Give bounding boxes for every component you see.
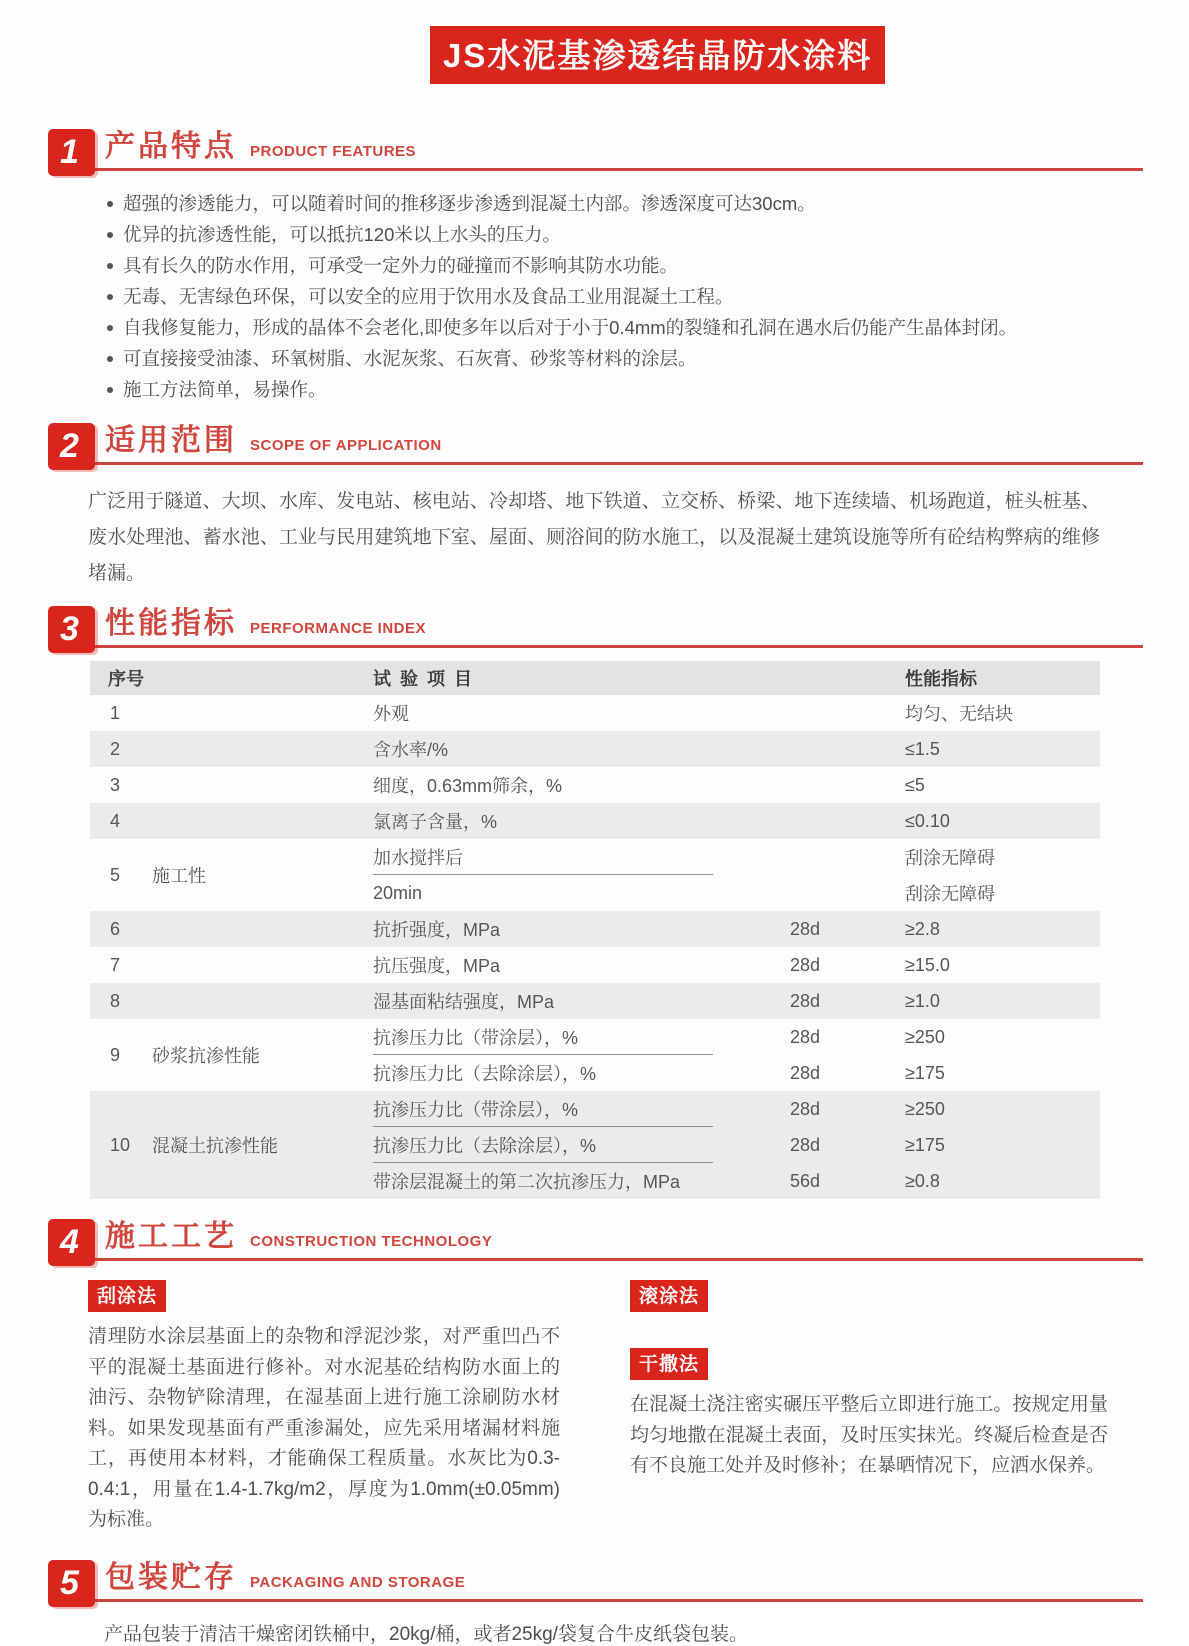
row-items [365, 983, 1100, 1019]
scrape-method-text: 清理防水涂层基面上的杂物和浮泥沙浆，对严重凹凸不平的混凝土基面进行修补。对水泥基砼结构防水面上的油污、杂物铲除清理，在湿基面上进行施工涂刷防水材料。如果发现基面有严重渗漏处，应先采用堵漏材料施工，再使用本材料，才能确保工程质量。水灰比为0.3-0.4:1，用量在1.4-1.7kg/m2，厚度为1.0mm(±0.05mm)为标准。 [88, 1326, 560, 1530]
table-sub-row [365, 983, 1100, 1019]
row-number: 9 [110, 1044, 121, 1065]
section-4-number-badge: 4 [48, 1219, 95, 1266]
index-value: 刮涂无障碍 [905, 884, 995, 904]
test-item: 外观 [373, 704, 409, 724]
row-items [365, 695, 1100, 731]
row-items [365, 1019, 1100, 1091]
table-row [90, 695, 1100, 731]
section-4-title-zh: 施工工艺 [105, 1220, 237, 1253]
row-number: 8 [110, 990, 121, 1011]
section-2-title [93, 415, 1143, 465]
performance-table-body [90, 695, 1100, 1199]
col-header-index: 性能指标 [905, 669, 977, 689]
section-4-header [48, 1211, 1143, 1266]
section-1-title-en: PRODUCT FEATURES [250, 143, 417, 160]
table-row [90, 911, 1100, 947]
section-5-title-zh: 包装贮存 [105, 1560, 237, 1594]
feature-item: 具有长久的防水作用，可承受一定外力的碰撞而不影响其防水功能。 [106, 250, 1143, 281]
col-header-item: 试 验 项 目 [373, 669, 475, 689]
section-3-title [93, 598, 1143, 648]
row-number: 6 [110, 918, 121, 939]
row-items [365, 731, 1100, 767]
row-number: 4 [110, 810, 121, 831]
row-category: 砂浆抗渗性能 [152, 1046, 260, 1066]
index-value: ≤0.10 [905, 810, 950, 831]
table-sub-row [365, 947, 1100, 983]
test-item: 加水搅拌后 [365, 839, 780, 875]
section-2-title-zh: 适用范围 [105, 424, 237, 457]
test-item: 抗渗压力比（去除涂层），% [373, 1064, 597, 1084]
table-sub-row [365, 1163, 1100, 1199]
table-row [90, 839, 1100, 911]
table-row [90, 947, 1100, 983]
row-items [365, 1091, 1100, 1199]
dry-method-block [630, 1348, 1108, 1482]
roll-method-badge: 滚涂法 [630, 1280, 708, 1312]
test-item: 含水率/% [373, 740, 449, 760]
test-item: 20min [373, 882, 423, 903]
table-row [90, 1019, 1100, 1091]
scrape-method-badge: 刮涂法 [88, 1280, 166, 1312]
index-value: ≤5 [905, 774, 925, 795]
feature-item: 可直接接受油漆、环氧树脂、水泥灰浆、石灰膏、砂浆等材料的涂层。 [106, 343, 1143, 374]
row-items [365, 911, 1100, 947]
row-number: 10 [110, 1134, 131, 1155]
feature-item: 施工方法简单，易操作。 [106, 374, 1143, 405]
row-number: 1 [110, 702, 121, 723]
feature-item: 优异的抗渗透性能，可以抵抗120米以上水头的压力。 [106, 219, 1143, 250]
table-sub-row [365, 911, 1100, 947]
section-5-title [93, 1552, 1143, 1602]
roll-dry-methods-block [630, 1280, 1108, 1536]
dry-method-text: 在混凝土浇注密实碾压平整后立即进行施工。按规定用量均匀地撒在混凝土表面，及时压实抹光。终凝后检查是否有不良施工处并及时修补；在暴晒情况下，应洒水保养。 [630, 1394, 1108, 1476]
test-age: 28d [790, 990, 821, 1011]
index-value: ≥0.8 [905, 1170, 940, 1191]
test-item: 抗渗压力比（带涂层），% [365, 1091, 780, 1127]
test-age: 28d [790, 954, 821, 975]
section-1-number-badge: 1 [48, 129, 95, 176]
test-item: 细度，0.63mm筛余，% [373, 776, 563, 796]
index-value: ≥250 [905, 1098, 945, 1119]
row-number: 5 [110, 864, 121, 885]
row-category: 混凝土抗渗性能 [152, 1136, 278, 1156]
table-row [90, 767, 1100, 803]
table-sub-row [365, 767, 1100, 803]
table-sub-row [365, 1055, 1100, 1091]
index-value: ≥15.0 [905, 954, 950, 975]
feature-item: 无毒、无害绿色环保，可以安全的应用于饮用水及食品工业用混凝土工程。 [106, 281, 1143, 312]
index-value: 刮涂无障碍 [905, 848, 995, 868]
section-3-title-zh: 性能指标 [105, 607, 237, 640]
table-sub-row [365, 839, 1100, 875]
test-item: 湿基面粘结强度，MPa [373, 992, 555, 1012]
scrape-method-block [88, 1280, 560, 1536]
table-sub-row [365, 1127, 1100, 1163]
section-3-number-badge: 3 [48, 606, 95, 653]
index-value: ≥175 [905, 1062, 945, 1083]
test-item: 带涂层混凝土的第二次抗渗压力，MPa [373, 1172, 681, 1192]
page-title: JS水泥基渗透结晶防水涂料 [430, 26, 885, 84]
index-value: ≥1.0 [905, 990, 940, 1011]
section-2-number-badge: 2 [48, 423, 95, 470]
section-5-number-badge: 5 [48, 1560, 95, 1607]
test-age: 28d [790, 1134, 821, 1155]
table-row [90, 1091, 1100, 1199]
table-sub-row [365, 803, 1100, 839]
index-value: 均匀、无结块 [905, 704, 1013, 724]
test-age: 28d [790, 1062, 821, 1083]
row-number: 7 [110, 954, 121, 975]
test-age: 56d [790, 1170, 821, 1191]
row-category: 施工性 [152, 866, 206, 886]
section-5-header [48, 1552, 1143, 1607]
test-item: 抗折强度，MPa [373, 920, 501, 940]
test-item: 氯离子含量，% [373, 812, 498, 832]
section-4-title [93, 1211, 1143, 1261]
construction-methods [88, 1280, 1141, 1536]
table-row [90, 731, 1100, 767]
table-sub-row [365, 731, 1100, 767]
features-list [106, 188, 1143, 405]
section-1-header [48, 121, 1143, 176]
table-header-row [90, 661, 1100, 695]
index-value: ≥2.8 [905, 918, 940, 939]
table-sub-row [365, 1091, 1100, 1127]
col-header-no: 序号 [108, 669, 144, 689]
table-row [90, 983, 1100, 1019]
performance-table [90, 661, 1100, 1199]
section-4-title-en: CONSTRUCTION TECHNOLOGY [250, 1233, 493, 1250]
row-items [365, 767, 1100, 803]
scope-text: 广泛用于隧道、大坝、水库、发电站、核电站、冷却塔、地下铁道、立交桥、桥梁、地下连续墙、机场跑道，桩头桩基、废水处理池、蓄水池、工业与民用建筑地下室、屋面、厕浴间的防水施工，以及混凝土建筑设施等所有砼结构弊病的维修堵漏。 [88, 491, 1100, 584]
row-items [365, 803, 1100, 839]
test-age: 28d [790, 1098, 821, 1119]
dry-method-badge: 干撒法 [630, 1348, 708, 1380]
test-item: 抗渗压力比（去除涂层），% [365, 1127, 780, 1163]
test-age: 28d [790, 1026, 821, 1047]
section-1-title-zh: 产品特点 [105, 130, 237, 163]
table-sub-row [365, 875, 1100, 911]
feature-item: 超强的渗透能力，可以随着时间的推移逐步渗透到混凝土内部。渗透深度可达30cm。 [106, 188, 1143, 219]
index-value: ≥250 [905, 1026, 945, 1047]
feature-item: 自我修复能力，形成的晶体不会老化,即使多年以后对于小于0.4mm的裂缝和孔洞在遇水后仍能产生晶体封闭。 [106, 312, 1143, 343]
index-value: ≤1.5 [905, 738, 940, 759]
row-number: 2 [110, 738, 121, 759]
row-items [365, 947, 1100, 983]
index-value: ≥175 [905, 1134, 945, 1155]
test-item: 抗渗压力比（带涂层），% [365, 1019, 780, 1055]
test-item: 抗压强度，MPa [373, 956, 501, 976]
test-age: 28d [790, 918, 821, 939]
section-1-title [93, 121, 1143, 171]
table-sub-row [365, 1019, 1100, 1055]
table-sub-row [365, 695, 1100, 731]
table-row [90, 803, 1100, 839]
row-number: 3 [110, 774, 121, 795]
row-items [365, 839, 1100, 911]
section-3-title-en: PERFORMANCE INDEX [250, 620, 427, 637]
section-2-header [48, 415, 1143, 470]
section-3-header [48, 598, 1143, 653]
roll-method-block [630, 1280, 1108, 1312]
packaging-text: 产品包装于清洁干燥密闭铁桶中，20kg/桶，或者25kg/袋复合牛皮纸袋包装。 [104, 1623, 748, 1645]
section-2-title-en: SCOPE OF APPLICATION [250, 437, 442, 454]
section-5-title-en: PACKAGING AND STORAGE [250, 1573, 466, 1591]
